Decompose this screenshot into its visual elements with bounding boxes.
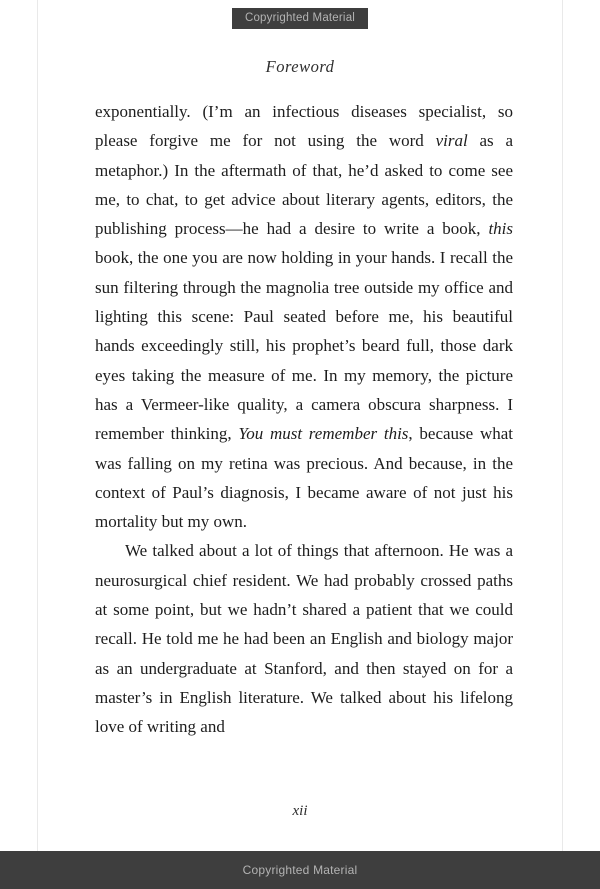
copyright-text-bottom: Copyrighted Material	[242, 863, 358, 877]
text-run: as a metaphor.) In the aftermath of that, he’d asked to come see me, to chat, to get advice about literary agents, editors, the publishing process—he had a desire to write a book,	[95, 131, 513, 239]
emphasized-text: viral	[435, 131, 468, 151]
copyright-banner-top	[0, 8, 600, 29]
paragraph	[95, 97, 513, 536]
text-run: , because what was falling on my retina was precious. And because, in the context of Paul’s diagnosis, I became aware of not just his mortality but my own.	[95, 424, 513, 532]
emphasized-text: this	[488, 219, 513, 239]
copyright-text-top: Copyrighted Material	[232, 8, 368, 29]
page-edge-line-right	[562, 0, 563, 851]
text-run: book, the one you are now holding in your hands. I recall the sun filtering through the magnolia tree outside my office and lighting this scene: Paul seated before me, his beautiful hands exceedingly still, his prophet’s beard full, those dark eyes taking the measure of me. In my memory, the picture has a Vermeer-like quality, a camera obscura sharpness. I remember thinking,	[95, 248, 513, 444]
copyright-banner-bottom	[0, 851, 600, 889]
emphasized-text: You must remember this	[238, 424, 409, 444]
body-text	[95, 97, 513, 781]
text-run: We talked about a lot of things that afternoon. He was a neurosurgical chief resident. We had probably crossed paths at some point, but we hadn’t shared a patient that we could recall. He told me he had been an English and biology major as an undergraduate at Stanford, and then stayed on for a master’s in English literature. We talked about his lifelong love of writing and	[95, 541, 513, 737]
text-run: exponentially. (I’m an infectious diseases specialist, so please forgive me for not using the word	[95, 102, 513, 151]
page-edge-line-left	[37, 0, 38, 851]
paragraph	[95, 536, 513, 741]
page-number: xii	[292, 803, 308, 819]
chapter-header: Foreword	[265, 57, 335, 76]
